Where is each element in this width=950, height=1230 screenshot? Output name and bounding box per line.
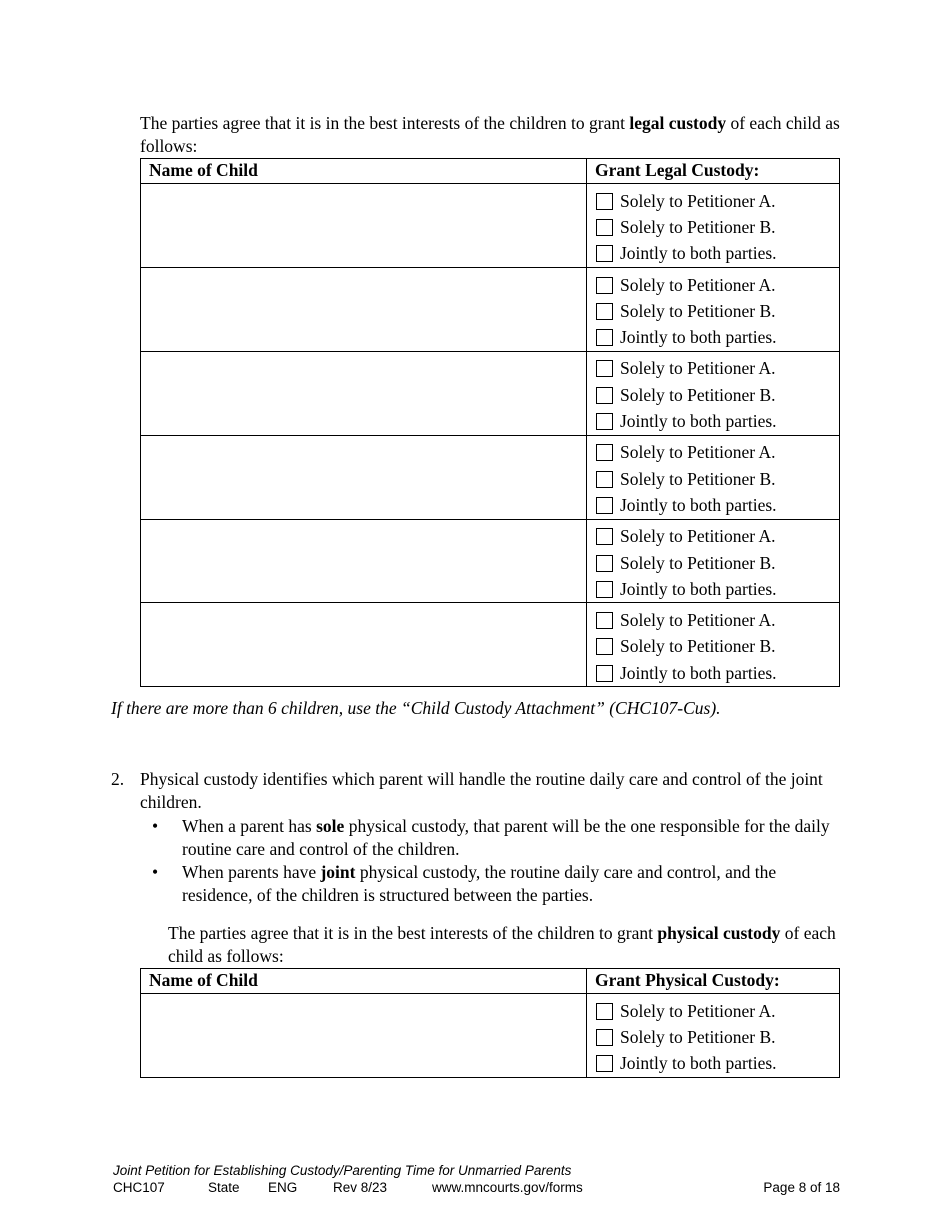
footer-jurisdiction: State — [208, 1180, 240, 1195]
checkbox-label: Jointly to both parties. — [620, 662, 777, 683]
column-header-name: Name of Child — [141, 969, 587, 994]
custody-options-cell — [587, 519, 840, 603]
checkbox-label: Solely to Petitioner A. — [620, 190, 776, 211]
checkbox-joint[interactable] — [596, 1055, 613, 1072]
checkbox-label: Solely to Petitioner B. — [620, 216, 776, 237]
bullet-dot-icon: • — [152, 816, 159, 836]
custody-option-petitioner-a — [596, 524, 839, 550]
checkbox-label: Solely to Petitioner A. — [620, 358, 776, 379]
checkbox-label: Jointly to both parties. — [620, 411, 777, 432]
custody-option-joint — [596, 1051, 839, 1077]
child-row — [141, 519, 840, 603]
physical-custody-definition: Physical custody identifies which parent will handle the routine daily care and control of the joint children. — [140, 769, 823, 812]
child-name-field[interactable] — [141, 267, 587, 351]
custody-option-joint — [596, 241, 839, 267]
checkbox-label: Jointly to both parties. — [620, 327, 777, 348]
checkbox-petitioner-a[interactable] — [596, 444, 613, 461]
checkbox-joint[interactable] — [596, 497, 613, 514]
child-name-field[interactable] — [141, 184, 587, 268]
footer-form-title: Joint Petition for Establishing Custody/Parenting Time for Unmarried Parents — [113, 1163, 572, 1178]
custody-option-petitioner-a — [596, 272, 839, 298]
child-row — [141, 994, 840, 1078]
custody-option-petitioner-a — [596, 188, 839, 214]
custody-option-petitioner-b — [596, 214, 839, 240]
footer-form-code: CHC107 — [113, 1180, 165, 1195]
column-header-grant: Grant Legal Custody: — [587, 159, 840, 184]
custody-option-petitioner-a — [596, 998, 839, 1024]
child-name-field[interactable] — [141, 435, 587, 519]
item-number: 2. — [111, 769, 125, 789]
checkbox-joint[interactable] — [596, 665, 613, 682]
checkbox-label: Solely to Petitioner A. — [620, 274, 776, 295]
child-name-field[interactable] — [141, 603, 587, 687]
child-row — [141, 184, 840, 268]
child-name-field[interactable] — [141, 351, 587, 435]
child-row — [141, 351, 840, 435]
checkbox-joint[interactable] — [596, 329, 613, 346]
physical-custody-item — [111, 768, 851, 814]
checkbox-petitioner-a[interactable] — [596, 612, 613, 629]
custody-options-cell — [587, 267, 840, 351]
child-name-field[interactable] — [141, 994, 587, 1078]
checkbox-petitioner-b[interactable] — [596, 1029, 613, 1046]
checkbox-petitioner-a[interactable] — [596, 277, 613, 294]
checkbox-petitioner-a[interactable] — [596, 360, 613, 377]
custody-option-joint — [596, 660, 839, 686]
checkbox-label: Jointly to both parties. — [620, 243, 777, 264]
checkbox-label: Solely to Petitioner B. — [620, 384, 776, 405]
custody-options-cell — [587, 351, 840, 435]
column-header-name: Name of Child — [141, 159, 587, 184]
page-footer — [113, 1162, 840, 1196]
checkbox-petitioner-b[interactable] — [596, 387, 613, 404]
checkbox-label: Jointly to both parties. — [620, 1053, 777, 1074]
checkbox-label: Solely to Petitioner B. — [620, 1026, 776, 1047]
custody-option-petitioner-b — [596, 382, 839, 408]
checkbox-joint[interactable] — [596, 413, 613, 430]
custody-option-petitioner-b — [596, 298, 839, 324]
custody-options-cell — [587, 994, 840, 1078]
checkbox-label: Solely to Petitioner B. — [620, 300, 776, 321]
checkbox-petitioner-b[interactable] — [596, 471, 613, 488]
checkbox-petitioner-b[interactable] — [596, 219, 613, 236]
footer-language: ENG — [268, 1180, 298, 1195]
checkbox-petitioner-b[interactable] — [596, 638, 613, 655]
legal-custody-table — [140, 158, 840, 687]
custody-option-joint — [596, 408, 839, 434]
physical-custody-intro: The parties agree that it is in the best interests of the children to grant physical custody of each child as follows: — [168, 923, 836, 966]
checkbox-label: Jointly to both parties. — [620, 578, 777, 599]
child-row — [141, 435, 840, 519]
checkbox-joint[interactable] — [596, 245, 613, 262]
custody-option-petitioner-a — [596, 356, 839, 382]
physical-custody-bullets — [152, 815, 842, 907]
checkbox-label: Solely to Petitioner B. — [620, 552, 776, 573]
checkbox-label: Solely to Petitioner B. — [620, 636, 776, 657]
physical-custody-table — [140, 968, 840, 1078]
checkbox-label: Solely to Petitioner A. — [620, 610, 776, 631]
bullet-joint: • When parents have joint physical custody, the routine daily care and control, and the residence, of the children is structured between the parties. — [152, 862, 777, 905]
custody-option-petitioner-b — [596, 550, 839, 576]
child-row — [141, 267, 840, 351]
checkbox-petitioner-b[interactable] — [596, 303, 613, 320]
custody-option-petitioner-b — [596, 1024, 839, 1050]
bullet-sole: • When a parent has sole physical custody, that parent will be the one responsible for the daily routine care and control of the children. — [152, 816, 830, 859]
checkbox-petitioner-b[interactable] — [596, 555, 613, 572]
custody-options-cell — [587, 184, 840, 268]
custody-option-petitioner-a — [596, 440, 839, 466]
checkbox-petitioner-a[interactable] — [596, 528, 613, 545]
custody-options-cell — [587, 603, 840, 687]
custody-option-joint — [596, 324, 839, 350]
child-name-field[interactable] — [141, 519, 587, 603]
custody-option-petitioner-b — [596, 634, 839, 660]
more-children-note: If there are more than 6 children, use the “Child Custody Attachment” (CHC107-Cus). — [111, 698, 721, 718]
bullet-dot-icon: • — [152, 862, 159, 882]
custody-option-joint — [596, 576, 839, 602]
checkbox-petitioner-a[interactable] — [596, 1003, 613, 1020]
footer-revision: Rev 8/23 — [333, 1180, 388, 1195]
footer-page-number: Page 8 of 18 — [763, 1180, 840, 1195]
checkbox-label: Solely to Petitioner A. — [620, 442, 776, 463]
checkbox-label: Solely to Petitioner B. — [620, 468, 776, 489]
legal-custody-intro: The parties agree that it is in the best interests of the children to grant legal custody of each child as follows: — [140, 113, 840, 156]
column-header-grant: Grant Physical Custody: — [587, 969, 840, 994]
checkbox-label: Solely to Petitioner A. — [620, 1000, 776, 1021]
checkbox-label: Jointly to both parties. — [620, 494, 777, 515]
custody-option-petitioner-b — [596, 466, 839, 492]
checkbox-petitioner-a[interactable] — [596, 193, 613, 210]
custody-options-cell — [587, 435, 840, 519]
checkbox-label: Solely to Petitioner A. — [620, 526, 776, 547]
footer-url: www.mncourts.gov/forms — [432, 1180, 583, 1195]
checkbox-joint[interactable] — [596, 581, 613, 598]
custody-option-joint — [596, 492, 839, 518]
child-row — [141, 603, 840, 687]
custody-option-petitioner-a — [596, 607, 839, 633]
